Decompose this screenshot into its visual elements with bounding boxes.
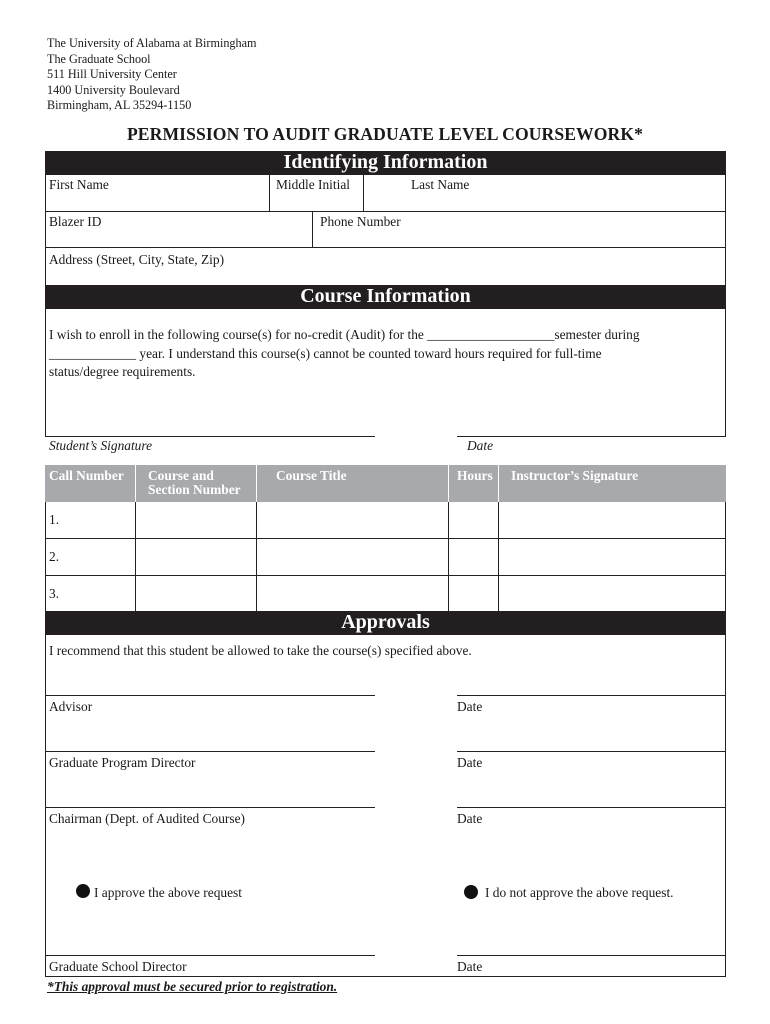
col-call-number: Call Number xyxy=(49,468,124,483)
course-information-header xyxy=(45,285,726,309)
gsd-date-line[interactable] xyxy=(457,955,726,956)
address-line: 511 Hill University Center xyxy=(47,67,177,82)
col-instructor-signature: Instructor’s Signature xyxy=(511,468,639,483)
address-line: 1400 University Boulevard xyxy=(47,82,180,97)
gpd-date-line[interactable] xyxy=(457,751,726,752)
section-heading: Approvals xyxy=(341,611,430,633)
section-heading: Course Information xyxy=(300,285,471,307)
grad-program-director-label: Graduate Program Director xyxy=(49,755,196,770)
col-hours: Hours xyxy=(457,468,493,483)
chairman-date-line[interactable] xyxy=(457,807,726,808)
advisor-signature-line[interactable] xyxy=(45,695,375,696)
border-line xyxy=(45,635,46,977)
border-line xyxy=(269,175,270,211)
border-line xyxy=(725,502,726,612)
address-line: Birmingham, AL 35294-1150 xyxy=(47,98,192,113)
not-approve-label: I do not approve the above request. xyxy=(485,885,674,900)
border-line xyxy=(45,247,726,248)
student-date-label: Date xyxy=(467,438,494,453)
border-line xyxy=(45,976,726,977)
chairman-label: Chairman (Dept. of Audited Course) xyxy=(49,811,245,826)
gsd-date-label: Date xyxy=(457,959,483,974)
header-divider xyxy=(256,465,257,502)
advisor-date-line[interactable] xyxy=(457,695,726,696)
middle-initial-field[interactable]: Middle Initial xyxy=(276,177,351,192)
table-row[interactable]: 1. xyxy=(49,512,60,527)
border-line xyxy=(448,502,449,612)
statement-line: _____________ year. I understand this course(s) cannot be counted toward hours required for full-time xyxy=(49,345,602,361)
approve-label: I approve the above request xyxy=(94,885,242,900)
border-line xyxy=(725,635,726,977)
university-address xyxy=(47,36,257,114)
table-row[interactable]: 2. xyxy=(49,549,60,564)
recommendation-text: I recommend that this student be allowed to take the course(s) specified above. xyxy=(49,643,472,658)
border-line xyxy=(45,575,726,576)
address-field[interactable]: Address (Street, City, State, Zip) xyxy=(49,252,225,267)
blazer-id-field[interactable]: Blazer ID xyxy=(49,214,102,229)
phone-number-field[interactable]: Phone Number xyxy=(320,214,401,229)
col-course-section-line: Section Number xyxy=(148,482,241,497)
not-approve-radio-icon[interactable] xyxy=(464,885,478,899)
address-line: The University of Alabama at Birmingham xyxy=(47,36,257,50)
address-line: The Graduate School xyxy=(47,51,151,66)
col-course-section-line: Course and xyxy=(148,468,214,483)
advisor-date-label: Date xyxy=(457,699,483,714)
grad-school-director-label: Graduate School Director xyxy=(49,959,187,974)
student-date-line[interactable] xyxy=(457,436,726,437)
registration-footnote: *This approval must be secured prior to registration. xyxy=(47,979,338,994)
border-line xyxy=(45,211,726,212)
identifying-information-header xyxy=(45,151,726,175)
student-signature-label: Student’s Signature xyxy=(49,438,153,453)
header-divider xyxy=(448,465,449,502)
border-line xyxy=(45,309,46,437)
border-line xyxy=(725,309,726,437)
student-signature-line[interactable] xyxy=(45,436,375,437)
advisor-label: Advisor xyxy=(49,699,93,714)
border-line xyxy=(312,211,313,247)
border-line xyxy=(363,175,364,211)
table-row[interactable]: 3. xyxy=(49,586,60,601)
header-divider xyxy=(135,465,136,502)
border-line xyxy=(256,502,257,612)
border-line xyxy=(135,502,136,612)
border-line xyxy=(498,502,499,612)
border-line xyxy=(45,502,46,612)
border-line xyxy=(725,175,726,285)
form-title: PERMISSION TO AUDIT GRADUATE LEVEL COURSEWORK* xyxy=(126,124,644,144)
section-heading: Identifying Information xyxy=(283,151,488,173)
header-divider xyxy=(498,465,499,502)
first-name-field[interactable]: First Name xyxy=(49,177,109,192)
last-name-field[interactable]: Last Name xyxy=(411,177,470,192)
statement-line: I wish to enroll in the following course(s) for no-credit (Audit) for the ___________________semester during xyxy=(49,327,640,342)
approve-radio-icon[interactable] xyxy=(76,884,90,898)
col-course-title: Course Title xyxy=(276,468,347,483)
statement-line: status/degree requirements. xyxy=(49,364,196,379)
col-course-section xyxy=(148,469,241,497)
gpd-signature-line[interactable] xyxy=(45,751,375,752)
grad-school-director-signature-line[interactable] xyxy=(45,955,375,956)
chairman-signature-line[interactable] xyxy=(45,807,375,808)
border-line xyxy=(45,538,726,539)
gpd-date-label: Date xyxy=(457,755,483,770)
border-line xyxy=(45,175,46,285)
audit-statement xyxy=(49,326,725,382)
chairman-date-label: Date xyxy=(457,811,483,826)
approvals-header xyxy=(45,611,726,635)
